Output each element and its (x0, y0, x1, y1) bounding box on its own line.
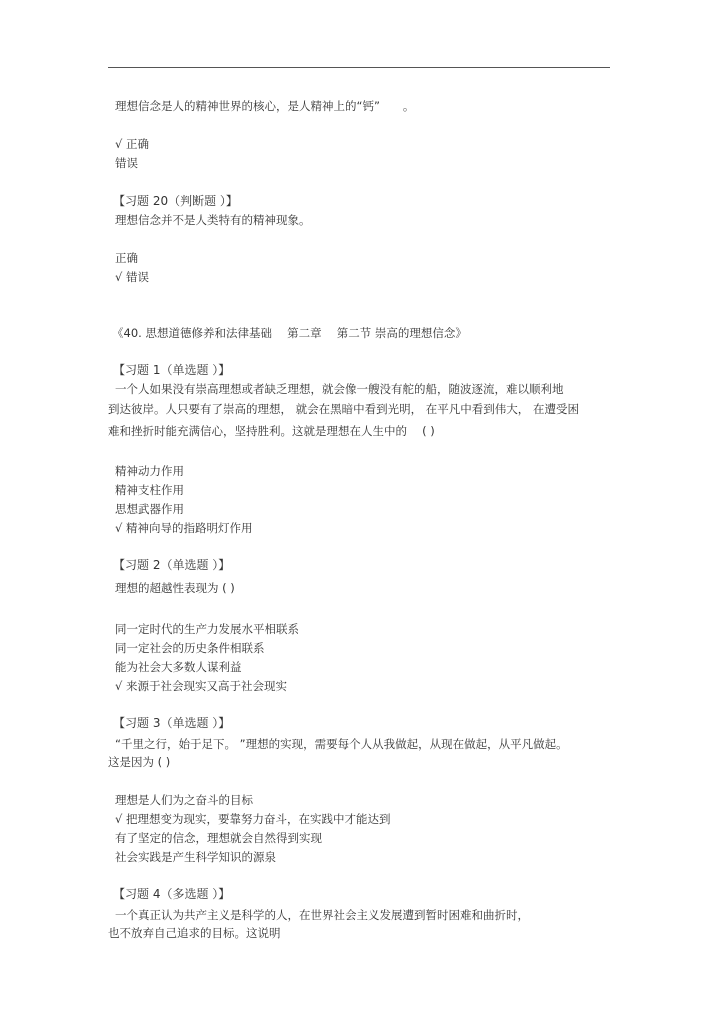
q4-header: 【习题 4（多选题 ）】 (113, 887, 231, 901)
q2-option-c: 能为社会大多数人谋利益 (115, 660, 242, 674)
q2-option-b: 同一定社会的历史条件相联系 (115, 641, 265, 655)
q3-option-d: 社会实践是产生科学知识的源泉 (115, 850, 276, 864)
q3-stem-line1: “千里之行，始于足下。 ”理想的实现，需要每个人从我做起，从现在做起，从平凡做起。 (115, 737, 568, 751)
q1-option-d: √ 精神向导的指路明灯作用 (115, 521, 253, 535)
q2-header: 【习题 2（单选题 ）】 (113, 558, 231, 572)
q19-option-correct: √ 正确 (115, 137, 149, 151)
q4-stem-line2: 也不放弃自己追求的目标。这说明 (108, 926, 281, 940)
q3-stem-line2: 这是因为 ( ) (108, 755, 171, 769)
q1-stem-line1: 一个人如果没有崇高理想或者缺乏理想，就会像一艘没有舵的船，随波逐流，难以顺利地 (115, 382, 564, 396)
q2-option-a: 同一定时代的生产力发展水平相联系 (115, 622, 299, 636)
q3-header: 【习题 3（单选题 ）】 (113, 716, 231, 730)
q1-option-b: 精神支柱作用 (115, 483, 184, 497)
q2-stem: 理想的超越性表现为 ( ) (115, 581, 235, 595)
q1-option-c: 思想武器作用 (115, 502, 184, 516)
q1-stem-line2: 到达彼岸。人只要有了崇高的理想， 就会在黑暗中看到光明， 在平凡中看到伟大， 在遭受困 (108, 402, 579, 416)
q20-header: 【习题 20（判断题 ）】 (113, 194, 238, 208)
q1-stem-line3: 难和挫折时能充满信心，坚持胜利。这就是理想在人生中的 ( ) (108, 424, 435, 438)
q20-option-wrong: √ 错误 (115, 270, 149, 284)
q19-option-wrong: 错误 (115, 156, 138, 170)
q1-option-a: 精神动力作用 (115, 464, 184, 478)
q20-stem: 理想信念并不是人类特有的精神现象。 (115, 213, 311, 227)
section-title: 《40. 思想道德修养和法律基础 第二章 第二节 崇高的理想信念》 (112, 326, 467, 340)
header-rule (108, 67, 610, 68)
q3-option-b: √ 把理想变为现实，要靠努力奋斗，在实践中才能达到 (115, 812, 391, 826)
q4-stem-line1: 一个真正认为共产主义是科学的人，在世界社会主义发展遭到暂时困难和曲折时， (115, 908, 529, 922)
q20-option-correct: 正确 (115, 251, 138, 265)
q2-option-d: √ 来源于社会现实又高于社会现实 (115, 679, 287, 693)
q19-stem: 理想信念是人的精神世界的核心，是人精神上的“钙” 。 (115, 99, 415, 113)
q3-option-c: 有了坚定的信念，理想就会自然得到实现 (115, 831, 322, 845)
q1-header: 【习题 1（单选题 ）】 (113, 363, 231, 377)
q3-option-a: 理想是人们为之奋斗的目标 (115, 793, 253, 807)
